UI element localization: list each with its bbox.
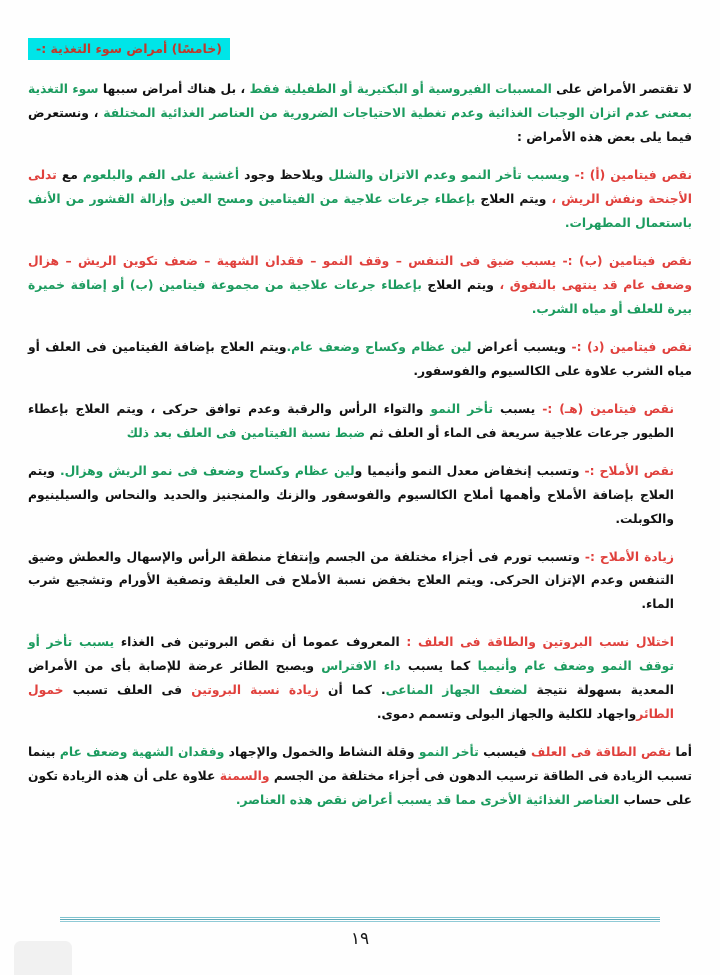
vitamin-e-segment-4: ضبط نسبة الفيتامين فى العلف بعد ذلك: [126, 425, 366, 440]
paragraph-vitamin-a: [28, 164, 692, 236]
energy-balance-segment-10: علاوة على أن هذه الزيادة تكون على حساب: [28, 769, 692, 808]
vitamin-b-segment-3: بإعطاء جرعات علاجية من مجموعة فيتامين (ب) أو إضافة خميرة بيرة للعلف أو مياه الشرب.: [28, 277, 692, 316]
intro-segment-3: ، بل هناك أمراض سببها: [98, 82, 246, 96]
vitamin-b-segment-2: ويتم العلاج: [421, 277, 494, 292]
intro-segment-5: ، ونستعرض فيما يلى بعض هذه الأمراض :: [28, 105, 692, 144]
minerals-deficiency-segment-2: لين عظام وكساح وضعف فى نمو الريش وهزال.: [59, 463, 355, 478]
vitamin-a-segment-6: ويتم العلاج: [475, 191, 547, 206]
vitamin-e-segment-1: يسبب: [492, 401, 543, 416]
energy-balance-segment-6: وفقدان الشهية وضعف عام: [55, 745, 225, 760]
energy-balance-segment-5: وقلة النشاط والخمول والإجهاد: [224, 745, 415, 760]
energy-balance-segment-9: والسمنة: [215, 769, 270, 784]
paragraph-minerals-deficiency: [28, 460, 692, 532]
protein-energy-segment-8: زيادة نسبة البروتين: [182, 683, 319, 698]
minerals-excess-label: زيادة الأملاح :-: [584, 549, 674, 564]
protein-energy-segment-6: لضعف الجهاز المناعى: [385, 683, 528, 698]
minerals-deficiency-label: نقص الأملاح :-: [584, 463, 674, 478]
vitamin-a-segment-4: مع: [56, 167, 78, 182]
corner-tab: [14, 941, 72, 975]
protein-energy-segment-10: خمول الطائر: [28, 683, 674, 722]
paragraph-vitamin-b: [28, 250, 692, 322]
energy-balance-segment-3: فيسبب: [478, 745, 527, 760]
vitamin-a-segment-1: ويسبب تأخر النمو وعدم الاتزان والشلل: [323, 167, 575, 182]
protein-energy-label: اختلال نسب البروتين والطاقة فى العلف :: [406, 635, 674, 650]
vitamin-a-label: نقص فيتامين (أ) :-: [574, 167, 692, 182]
intro-segment-1: لا تقتصر الأمراض على: [551, 82, 692, 96]
intro-segment-4: سوء التغذية بمعنى عدم اتزان الوجبات الغذائية وعدم تغطية الاحتياجات الضرورية من العناصر الغذائية المختلفة: [28, 82, 692, 120]
paragraph-vitamin-d: [28, 336, 692, 384]
document-content: [28, 38, 692, 827]
paragraph-protein-energy: [28, 631, 692, 727]
paragraph-minerals-excess: [28, 546, 692, 618]
protein-energy-segment-4: داء الافتراس: [314, 659, 401, 674]
energy-balance-segment-12: مما قد يسبب أعراض نقص هذه العناصر.: [235, 793, 477, 808]
vitamin-a-segment-2: ويلاحظ وجود: [239, 167, 324, 182]
paragraph-vitamin-e: [28, 398, 692, 446]
minerals-deficiency-segment-3: ويتم العلاج بإضافة الأملاح وأهمها أملاح الكالسيوم والفوسفور والزنك والمنجنيز والحديد والنحاس والسيلينيوم والكوبلت.: [28, 463, 674, 526]
vitamin-d-segment-1: ويسبب أعراض: [471, 339, 572, 354]
paragraph-intro: [28, 78, 692, 150]
page-title: (خامسًا) أمراض سوء التغذية :-: [28, 38, 230, 60]
energy-balance-segment-4: تأخر النمو: [414, 745, 479, 760]
energy-balance-segment-2: نقص الطاقة فى العلف: [526, 745, 672, 760]
vitamin-a-segment-5: تدلى الأجنحة ونفش الريش ،: [28, 167, 692, 206]
protein-energy-segment-11: واجهاد للكلية والجهاز البولى وتسمم دموى.: [376, 707, 637, 722]
protein-energy-segment-9: فى العلف تسبب: [63, 683, 183, 698]
vitamin-d-segment-2: لين عظام وكساح وضعف عام.: [286, 339, 472, 354]
intro-segment-2: المسببات الفيروسية أو البكتيرية أو الطفيلية فقط: [245, 82, 552, 96]
protein-energy-segment-2: يسبب تأخر أو توقف النمو وضعف عام وأنيميا: [28, 635, 674, 674]
page-number: ١٩: [350, 929, 370, 949]
vitamin-e-segment-3: والتواء الرأس والرقبة وعدم توافق حركى ، ويتم العلاج بإعطاء الطيور جرعات علاجية سريعة فى الماء أو العلف ثم: [28, 401, 674, 440]
protein-energy-segment-3: كما يسبب: [400, 659, 471, 674]
vitamin-e-segment-2: تأخر النمو: [423, 401, 493, 416]
vitamin-d-segment-3: ويتم العلاج بإضافة الفيتامين فى العلف أو مياه الشرب علاوة على الكالسيوم والفوسفور.: [28, 339, 692, 378]
vitamin-b-label: نقص فيتامين (ب) :-: [562, 253, 692, 268]
vitamin-e-label: نقص فيتامين (هـ) :-: [542, 401, 674, 416]
protein-energy-segment-5: ويصبح الطائر عرضة للإصابة بأى من الأمراض المعدية بسهولة نتيجة: [28, 659, 674, 698]
minerals-deficiency-segment-1: وتسبب إنخفاض معدل النمو وأنيميا و: [354, 463, 585, 478]
section-heading-row: [28, 38, 692, 60]
vitamin-a-segment-3: أغشية على الفم والبلعوم: [77, 167, 240, 182]
paragraph-energy-balance: [28, 741, 692, 813]
footer-divider: [60, 917, 660, 923]
vitamin-b-segment-1: يسبب ضيق فى التنفس – وقف النمو – فقدان الشهية – ضعف تكوين الريش – هزال وضعف عام قد ينتهى بالنفوق ،: [28, 253, 692, 292]
vitamin-a-segment-7: بإعطاء جرعات علاجية من الفيتامين ومسح العين وإزالة القشور من الأنف باستعمال المطهرات.: [28, 191, 692, 230]
vitamin-d-label: نقص فيتامين (د) :-: [571, 339, 692, 354]
page-footer: [60, 917, 660, 949]
energy-balance-segment-7: بينما: [28, 745, 56, 760]
protein-energy-segment-7: . كما أن: [318, 683, 386, 698]
energy-balance-segment-11: العناصر الغذائية الأخرى: [476, 793, 620, 808]
energy-balance-segment-1: أما: [671, 745, 692, 760]
energy-balance-segment-8: تسبب الزيادة فى الطاقة ترسيب الدهون فى أجزاء مختلفة من الجسم: [269, 769, 692, 784]
protein-energy-segment-1: المعروف عموما أن نقص البروتين فى الغذاء: [114, 635, 407, 650]
minerals-excess-segment-1: وتسبب تورم فى أجزاء مختلفة من الجسم وإنتفاخ منطقة الرأس والإسهال والعطش وضيق التنفس وعدم الإتزان الحركى. ويتم العلاج بخفض نسبة الأملاح فى العليقة وتصفية الأورام وتشجيع شرب الماء.: [28, 549, 674, 612]
